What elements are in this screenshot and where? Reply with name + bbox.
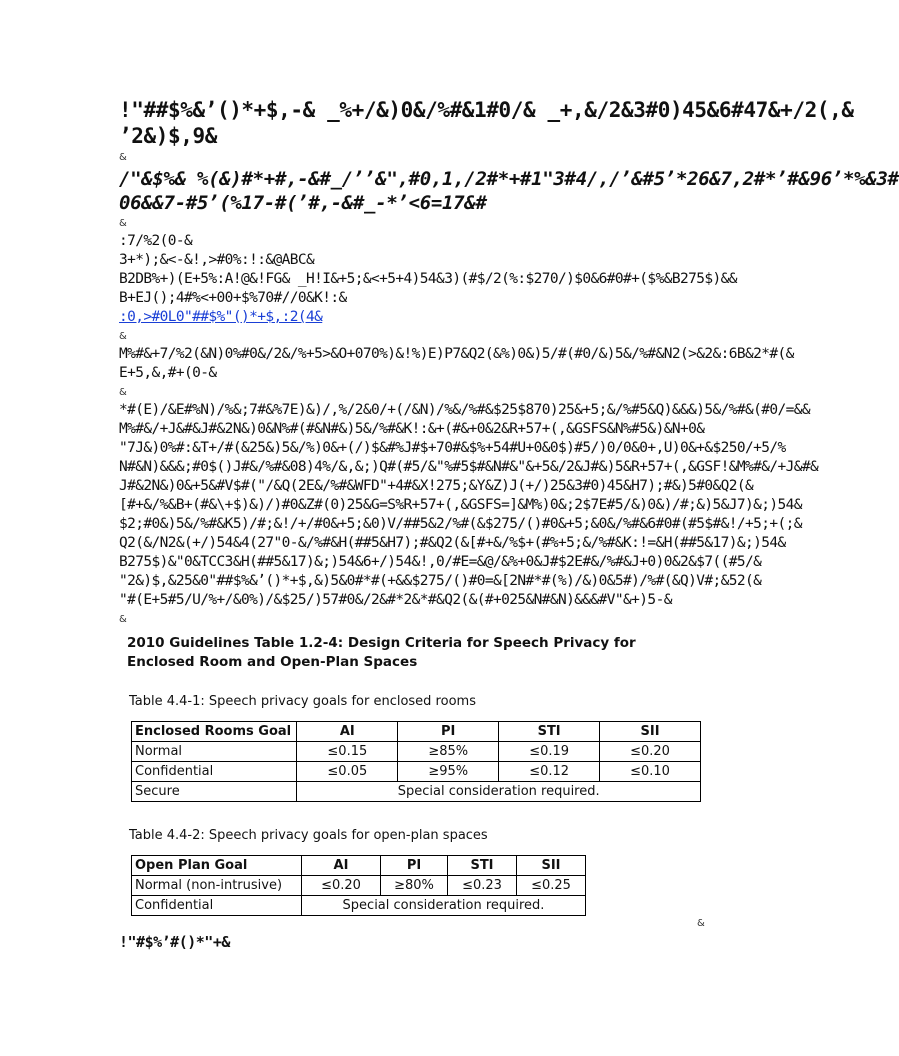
table-header-cell: SII [600, 722, 701, 742]
table-header-cell: PI [381, 856, 448, 876]
garbled-paragraph-2 [119, 401, 819, 610]
garbled-paragraph-line: Q2(&/N2&(+/)54&4(27"0-&/%#&H(##5&H7);#&Q2(&[#+&/%$+(#%+5;&/%#&K:!=&H(##5&17)&;)54& [119, 535, 786, 551]
table1-caption: Table 4.4-1: Speech privacy goals for enclosed rooms [129, 694, 476, 709]
garbled-line-d: B+EJ();4#%<+00+$%70#//0&K!:& [119, 290, 347, 306]
document-page [119, 96, 899, 916]
table-header-cell: STI [499, 722, 600, 742]
garbled-paragraph-1 [119, 345, 794, 383]
table-cell: ≤0.15 [297, 742, 398, 762]
table-cell: ≤0.23 [448, 876, 517, 896]
garbled-paragraph-line: M%#&+7/%2(&N)0%#0&/2&/%+5>&O+070%)&!%)E)P7&Q2(&%)0&)5/#(#0/&)5&/%#&N2(>&2&:6B&2*#(& [119, 346, 794, 362]
table-header-row [132, 856, 586, 876]
table-cell-merged: Special consideration required. [302, 896, 586, 916]
table-cell: ≥95% [398, 762, 499, 782]
table-cell: ≤0.05 [297, 762, 398, 782]
garbled-italic-line-1: /"&$%& %(&)#*+#,-&#_/ʼʼ&",#0,1,/2#*+#1"3#4/,/ʼ&#5ʼ*26&7,2#*ʼ#&96ʼ*%&3# [119, 168, 899, 190]
garbled-line-a: :7/%2(0-& [119, 233, 193, 249]
table-cell: Normal [132, 742, 297, 762]
garbled-line-c: B2DB%+)(E+5%:A!@&!FG& _H!I&+5;&<+5+4)54&3)(#$/2(%:$270/)$0&6#0#+($%&B275$)&& [119, 271, 737, 287]
garbled-heading-line-2: ʼ2&)$,9& [119, 124, 217, 148]
table-header-cell: Open Plan Goal [132, 856, 302, 876]
garbled-heading-line-1: !"##$%&ʼ()*+$,-& _%+/&)0&/%#&1#0/& _+,&/2&3#0)45&6#47&+/2(,& [119, 98, 854, 122]
paragraph-mark: & [119, 331, 127, 342]
table-row [132, 782, 701, 802]
garbled-italic-line-2: 06&&7-#5ʼ(%17-#(ʼ#,-&#_-*ʼ<6=17&# [119, 192, 487, 214]
paragraph-mark: & [119, 387, 127, 398]
table-row [132, 762, 701, 782]
table-row [132, 876, 586, 896]
open-plan-table [131, 855, 586, 916]
garbled-paragraph-line: E+5,&,#+(0-& [119, 365, 217, 381]
paragraph-mark: & [119, 152, 127, 163]
table-cell: ≥85% [398, 742, 499, 762]
table-cell-merged: Special consideration required. [297, 782, 701, 802]
table-cell: Confidential [132, 896, 302, 916]
table-cell: ≤0.19 [499, 742, 600, 762]
table-header-row [132, 722, 701, 742]
garbled-paragraph-line: $2;#0&)5&/%#&K5)/#;&!/+/#0&+5;&0)V/##5&2/%#(&$275/()#0&+5;&0&/%#&6#0#(#5$#&!/+5;+(;& [119, 516, 802, 532]
table-cell: Normal (non-intrusive) [132, 876, 302, 896]
table-cell: Secure [132, 782, 297, 802]
table-header-cell: Enclosed Rooms Goal [132, 722, 297, 742]
table-header-cell: AI [297, 722, 398, 742]
table-cell: Confidential [132, 762, 297, 782]
table-row [132, 742, 701, 762]
table-row [132, 896, 586, 916]
table-header-cell: PI [398, 722, 499, 742]
garbled-paragraph-line: "#(E+5#5/U/%+/&0%)/&$25/)57#0&/2&#*2&*#&Q2(&(#+025&N#&N)&&&#V"&+)5-& [119, 592, 672, 608]
garbled-paragraph-line: [#+&/%&B+(#&\+$)&)/)#0&Z#(0)25&G=S%R+57+(,&GSFS=]&M%)0&;2$7E#5/&)0&)/#;&)5&J7)&;)54& [119, 497, 802, 513]
table-cell: ≤0.12 [499, 762, 600, 782]
garbled-paragraph-line: J#&2N&)0&+5&#V$#("/&Q(2E&/%#&WFD"+4#&X!275;&Y&Z)J(+/)25&3#0)45&H7);#&)5#0&Q2(& [119, 478, 754, 494]
garbled-paragraph-line: "2&)$,&25&0"##$%&ʼ()*+$,&)5&0#*#(+&&$275/()#0=&[2N#*#(%)/&)0&5#)/%#(&Q)V#;&52(& [119, 573, 762, 589]
garbled-paragraph-line: B275$)&"0&TCC3&H(##5&17)&;)54&6+/)54&!,0/#E=&@/&%+0&J#$2E#&/%#&J+0)0&2&$7((#5/& [119, 554, 762, 570]
garbled-hyperlink[interactable]: :0,>#0L0"##$%"()*+$,:2(4& [119, 309, 323, 325]
table-cell: ≥80% [381, 876, 448, 896]
garbled-paragraph-line: M%#&/+J&#&J#&2N&)0&N%#(#&N#&)5&/%#&K!:&+(#&+0&2&R+57+(,&GSFS&N%#5&)&N+0& [119, 421, 705, 437]
paragraph-mark: & [119, 218, 127, 229]
table2-caption: Table 4.4-2: Speech privacy goals for open-plan spaces [129, 828, 488, 843]
garbled-paragraph-line: N#&N)&&&;#0$()J#&/%#&08)4%/&,&;)Q#(#5/&"%#5$#&N#&"&+5&/2&J#&)5&R+57+(,&GSF!&M%#&/+J&#& [119, 459, 819, 475]
table-cell: ≤0.20 [302, 876, 381, 896]
table-cell: ≤0.20 [600, 742, 701, 762]
table-header-cell: SII [517, 856, 586, 876]
garbled-paragraph-line: *#(E)/&E#%N)/%&;7#&%7E)&)/,%/2&0/+(/&N)/%&/%#&$25$870)25&+5;&/%#5&Q)&&&)5&/%#&(#0/=&& [119, 402, 811, 418]
table-cell: ≤0.25 [517, 876, 586, 896]
paragraph-mark: & [119, 614, 127, 625]
page-break-mark: & [697, 918, 705, 929]
garbled-footer: !"#$%ʼ#()*"+& [119, 933, 230, 951]
guidelines-table-title: 2010 Guidelines Table 1.2-4: Design Criteria for Speech Privacy for Enclosed Room and Open-Plan Spaces [127, 635, 636, 670]
table-cell: ≤0.10 [600, 762, 701, 782]
enclosed-rooms-table [131, 721, 701, 802]
table-header-cell: AI [302, 856, 381, 876]
garbled-line-b: 3+*);&<-&!,>#0%:!:&@ABC& [119, 252, 315, 268]
garbled-paragraph-line: "7J&)0%#:&T+/#(&25&)5&/%)0&+(/)$&#%J#$+70#&$%+54#U+0&0$)#5/)0/0&0+,U)0&+&$250/+5/% [119, 440, 786, 456]
table-header-cell: STI [448, 856, 517, 876]
